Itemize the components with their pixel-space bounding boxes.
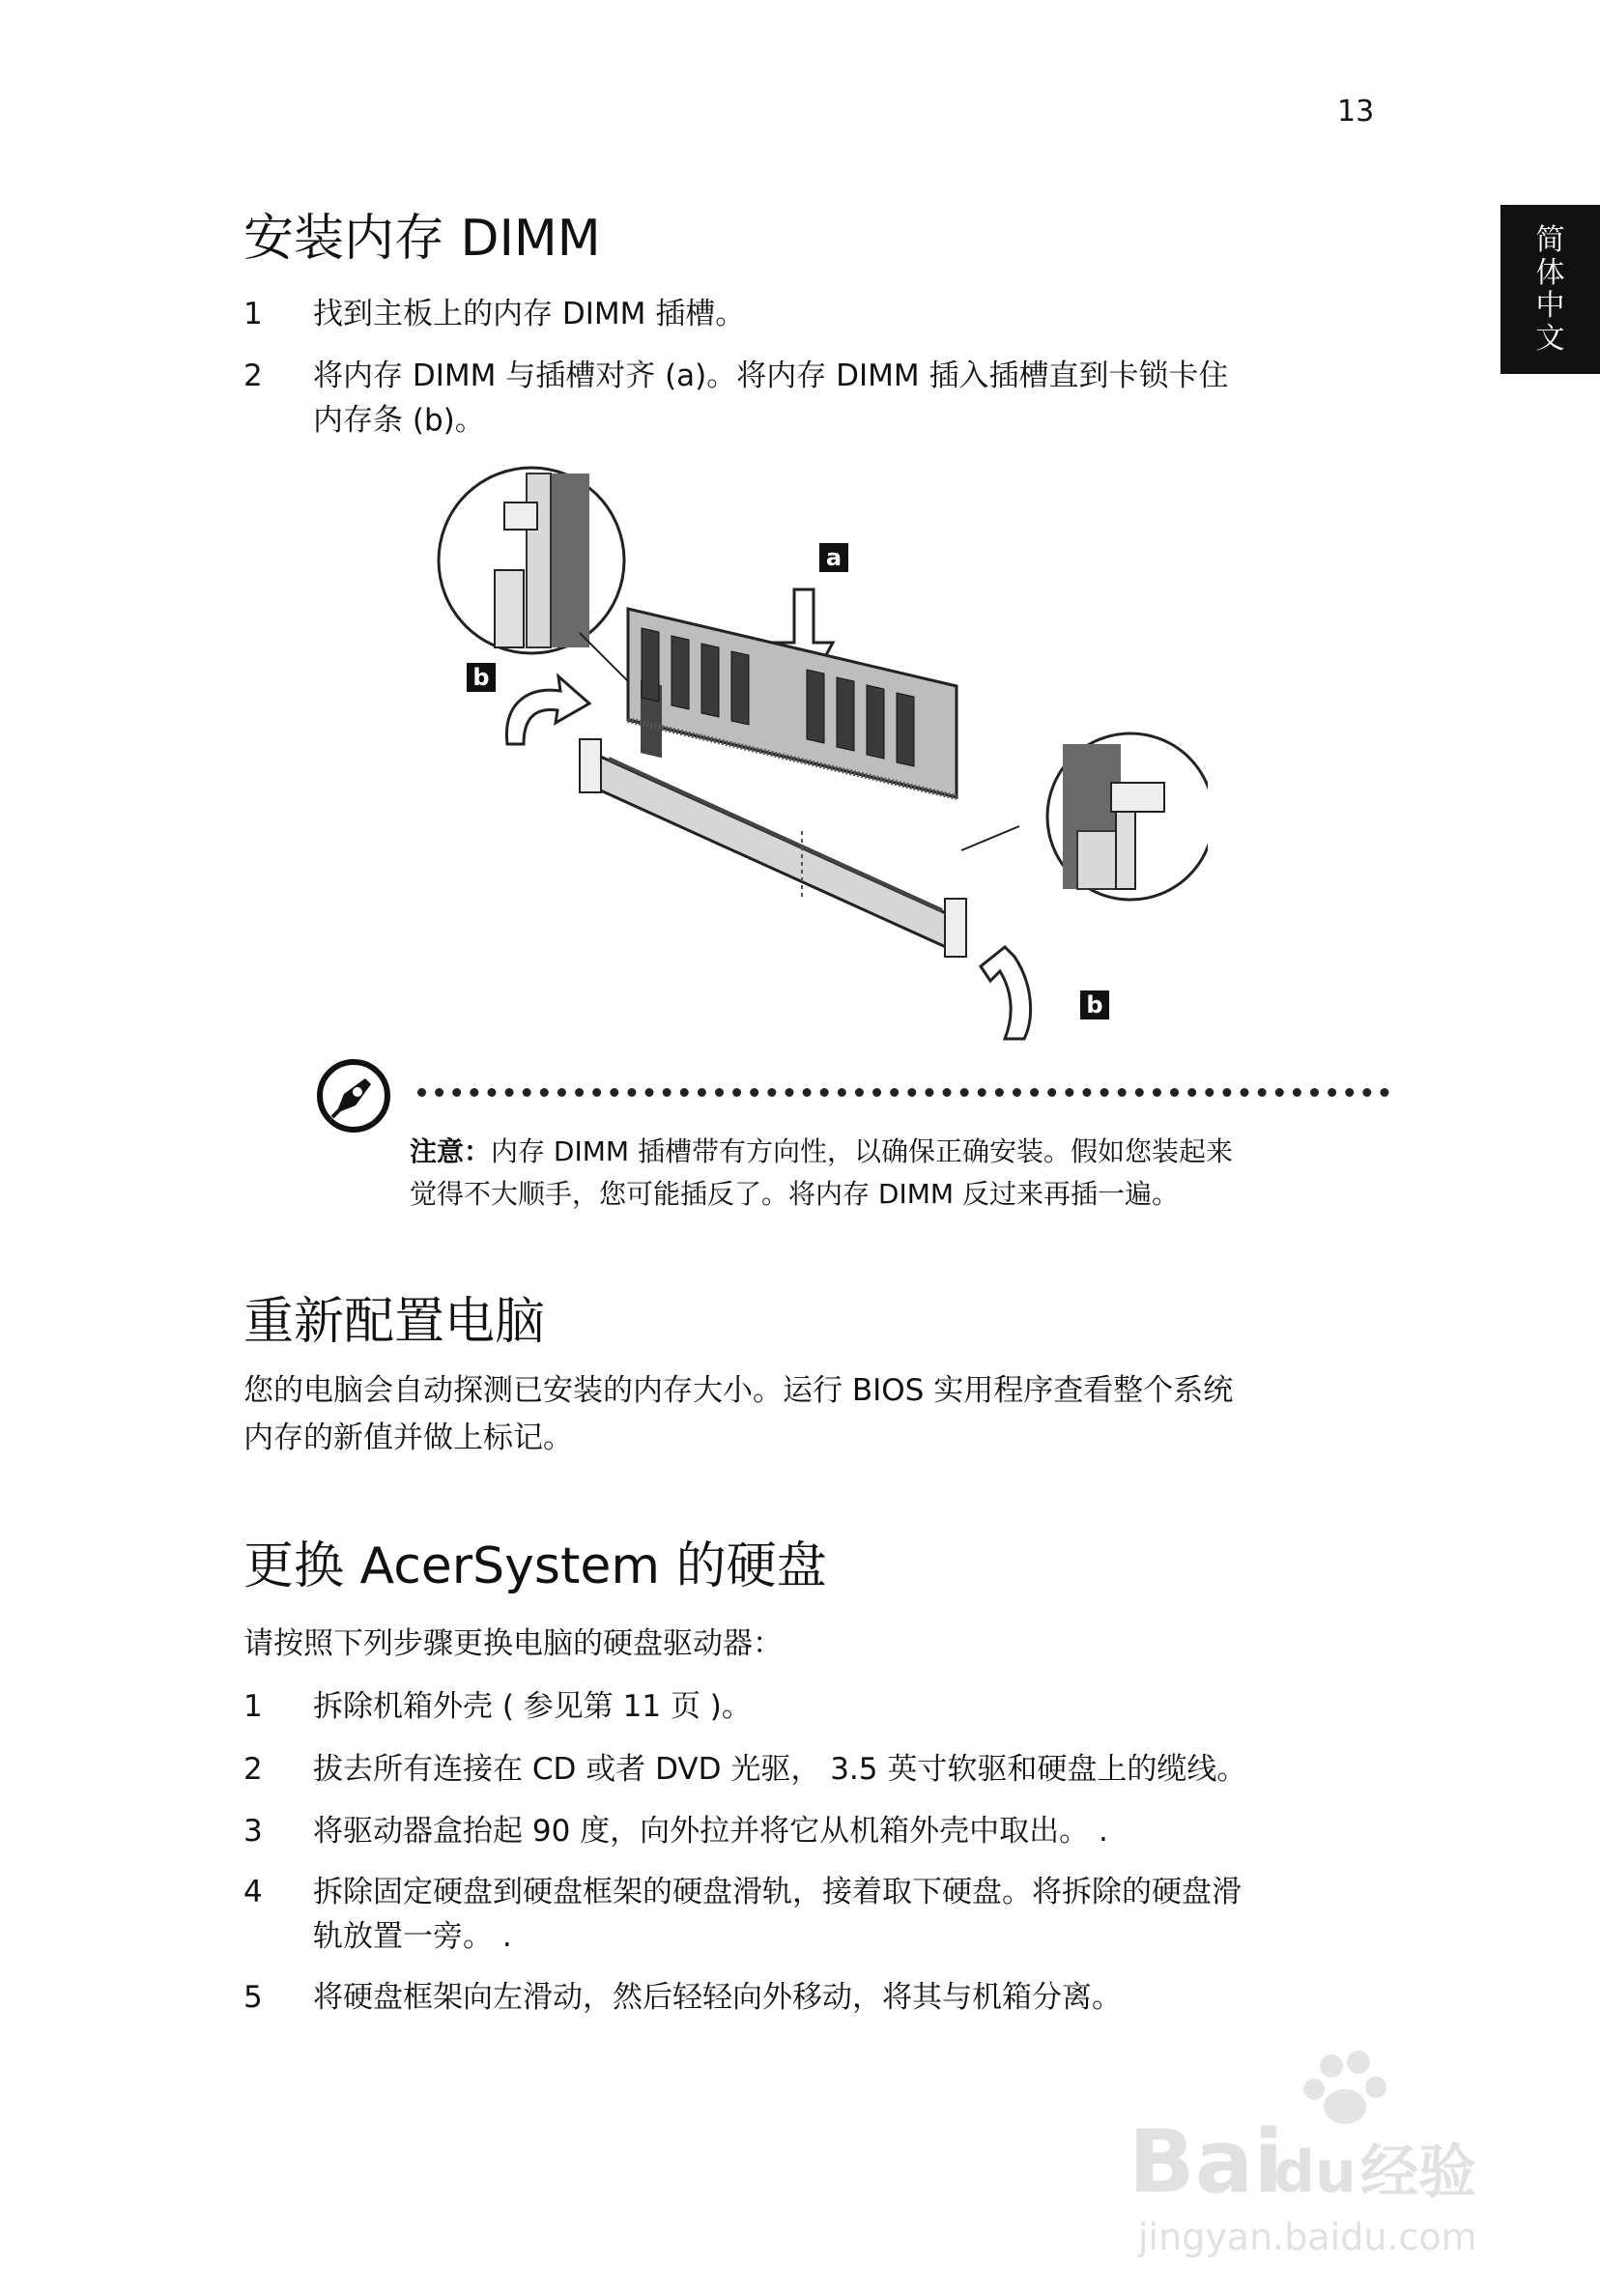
curved-arrow-icon xyxy=(506,676,589,744)
step-number: 5 xyxy=(243,1980,263,2015)
page-number: 13 xyxy=(1337,95,1375,129)
clip-detail-bottom-right xyxy=(961,733,1208,900)
paw-logo-icon xyxy=(1303,2051,1386,2124)
note-label: 注意： xyxy=(410,1135,492,1167)
note-divider xyxy=(417,1088,1389,1097)
language-tab-char: 体 xyxy=(1535,255,1565,290)
dimm-module xyxy=(628,609,957,797)
step-text-line1: 将内存 DIMM 与插槽对齐 (a)。将内存 DIMM 插入插槽直到卡锁卡住 xyxy=(313,359,1229,393)
section-title-install-dimm: 安装内存 DIMM xyxy=(243,210,601,268)
section-title-reconfigure: 重新配置电脑 xyxy=(243,1293,546,1351)
watermark-du: du xyxy=(1273,2138,1357,2206)
label-b-badge-right xyxy=(1080,990,1109,1019)
section-title-replace-hdd: 更换 AcerSystem 的硬盘 xyxy=(243,1537,827,1595)
step-number: 4 xyxy=(243,1875,263,1909)
step-number: 3 xyxy=(243,1814,263,1849)
label-a-text: a xyxy=(825,544,843,571)
language-tab-char: 文 xyxy=(1535,321,1565,356)
label-b-text: b xyxy=(472,664,490,691)
note-line2: 觉得不大顺手，您可能插反了。将内存 DIMM 反过来再插一遍。 xyxy=(410,1178,1179,1210)
step-number: 1 xyxy=(243,1689,263,1724)
step-text-line2: 内存条 (b)。 xyxy=(313,403,485,438)
note-text xyxy=(410,1131,1492,1216)
step-text: 拔去所有连接在 CD 或者 DVD 光驱， 3.5 英寸软驱和硬盘上的缆线。 xyxy=(313,1752,1247,1787)
note-pen-icon xyxy=(315,1057,392,1134)
watermark-bai: Bai xyxy=(1129,2111,1284,2213)
step-text: 找到主板上的内存 DIMM 插槽。 xyxy=(313,297,746,331)
language-tab-char: 简 xyxy=(1535,222,1565,257)
baidu-jingyan-watermark xyxy=(1119,2047,1505,2269)
paragraph-line: 内存的新值并做上标记。 xyxy=(243,1421,573,1455)
section3-intro: 请按照下列步骤更换电脑的硬盘驱动器： xyxy=(243,1626,783,1661)
watermark-url: jingyan.baidu.com xyxy=(1138,2216,1477,2258)
section2-paragraph xyxy=(243,1367,1403,1462)
watermark-jingyan: 经验 xyxy=(1360,2138,1476,2206)
step-text: 拆除机箱外壳 ( 参见第 11 页 )。 xyxy=(313,1689,752,1724)
label-b-text: b xyxy=(1086,991,1103,1019)
curved-arrow-icon xyxy=(981,947,1031,1039)
clip-detail-top-left xyxy=(439,468,643,696)
language-tab xyxy=(1500,205,1600,374)
label-b-badge-left xyxy=(467,663,496,692)
step-text: 将硬盘框架向左滑动，然后轻轻向外移动，将其与机箱分离。 xyxy=(313,1980,1122,2015)
note-line1: 内存 DIMM 插槽带有方向性，以确保正确安装。假如您装起来 xyxy=(491,1135,1233,1167)
step-number: 2 xyxy=(243,1752,263,1787)
step-text-line2: 轨放置一旁。 . xyxy=(313,1919,512,1954)
step-number: 1 xyxy=(243,297,263,331)
step-text-line1: 拆除固定硬盘到硬盘框架的硬盘滑轨，接着取下硬盘。将拆除的硬盘滑 xyxy=(313,1875,1242,1909)
language-tab-char: 中 xyxy=(1535,288,1565,323)
dimm-install-figure xyxy=(435,464,1208,1053)
step-text: 将驱动器盒抬起 90 度，向外拉并将它从机箱外壳中取出。 . xyxy=(313,1814,1108,1849)
label-a-badge xyxy=(819,543,848,572)
paragraph-line: 您的电脑会自动探测已安装的内存大小。运行 BIOS 实用程序查看整个系统 xyxy=(243,1373,1234,1408)
step-number: 2 xyxy=(243,359,263,393)
